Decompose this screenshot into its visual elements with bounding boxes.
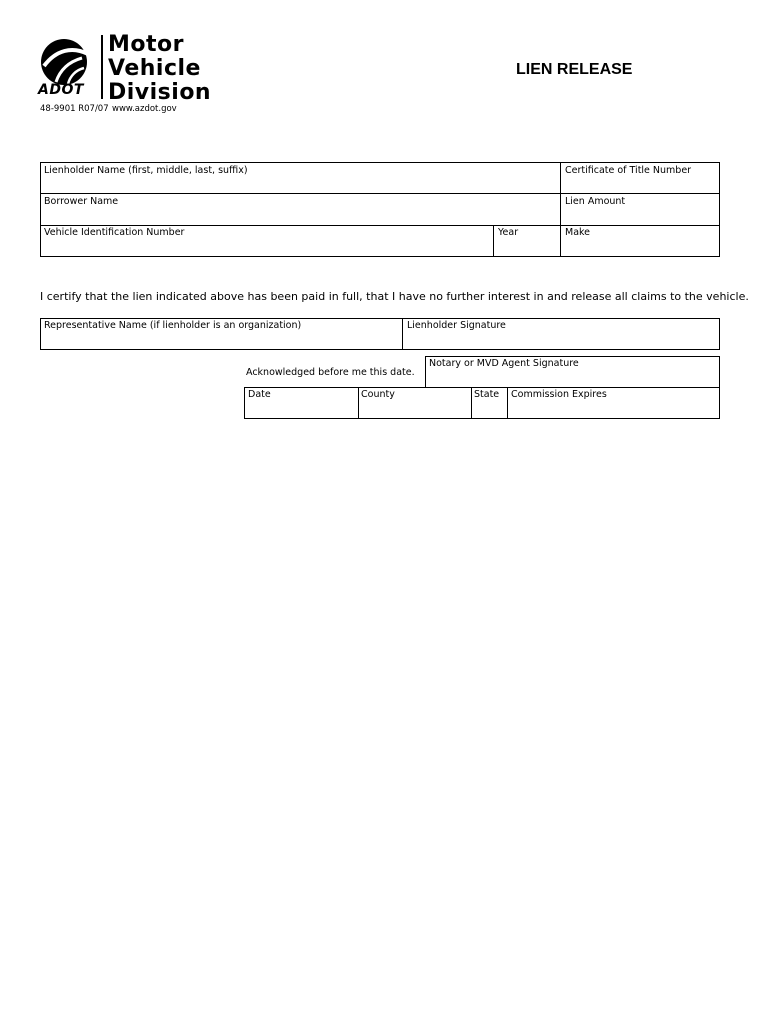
- org-line-vehicle: Vehicle: [108, 56, 201, 81]
- adot-logo-wordmark: ADOT: [38, 82, 84, 98]
- vehicle-info-table: [40, 162, 720, 257]
- certification-statement: I certify that the lien indicated above has been paid in full, that I have no further interest in and release all claims to the vehicle.: [40, 290, 749, 303]
- org-line-division: Division: [108, 80, 212, 105]
- vin-field[interactable]: Vehicle Identification Number: [44, 227, 185, 238]
- notary-signature-field[interactable]: Notary or MVD Agent Signature: [429, 358, 579, 369]
- form-number: 48-9901 R07/07: [40, 104, 109, 114]
- year-field[interactable]: Year: [498, 227, 519, 238]
- notary-county-field[interactable]: County: [361, 389, 395, 400]
- acknowledged-text: Acknowledged before me this date.: [246, 367, 415, 378]
- lien-amount-field[interactable]: Lien Amount: [565, 196, 626, 207]
- lienholder-name-field[interactable]: Lienholder Name (first, middle, last, suffix): [44, 165, 248, 176]
- org-name: [108, 33, 211, 105]
- notary-state-field[interactable]: State: [474, 389, 500, 400]
- commission-expires-field[interactable]: Commission Expires: [511, 389, 607, 400]
- lienholder-signature-field[interactable]: Lienholder Signature: [407, 320, 506, 331]
- org-line-motor: Motor: [108, 32, 184, 57]
- logo-divider: [101, 35, 103, 99]
- make-field[interactable]: Make: [565, 227, 591, 238]
- borrower-name-field[interactable]: Borrower Name: [44, 196, 119, 207]
- notary-date-field[interactable]: Date: [248, 389, 271, 400]
- representative-name-field[interactable]: Representative Name (if lienholder is an organization): [44, 320, 302, 331]
- website: www.azdot.gov: [112, 104, 177, 114]
- certificate-title-number-field[interactable]: Certificate of Title Number: [565, 165, 692, 176]
- page-title: LIEN RELEASE: [516, 61, 633, 78]
